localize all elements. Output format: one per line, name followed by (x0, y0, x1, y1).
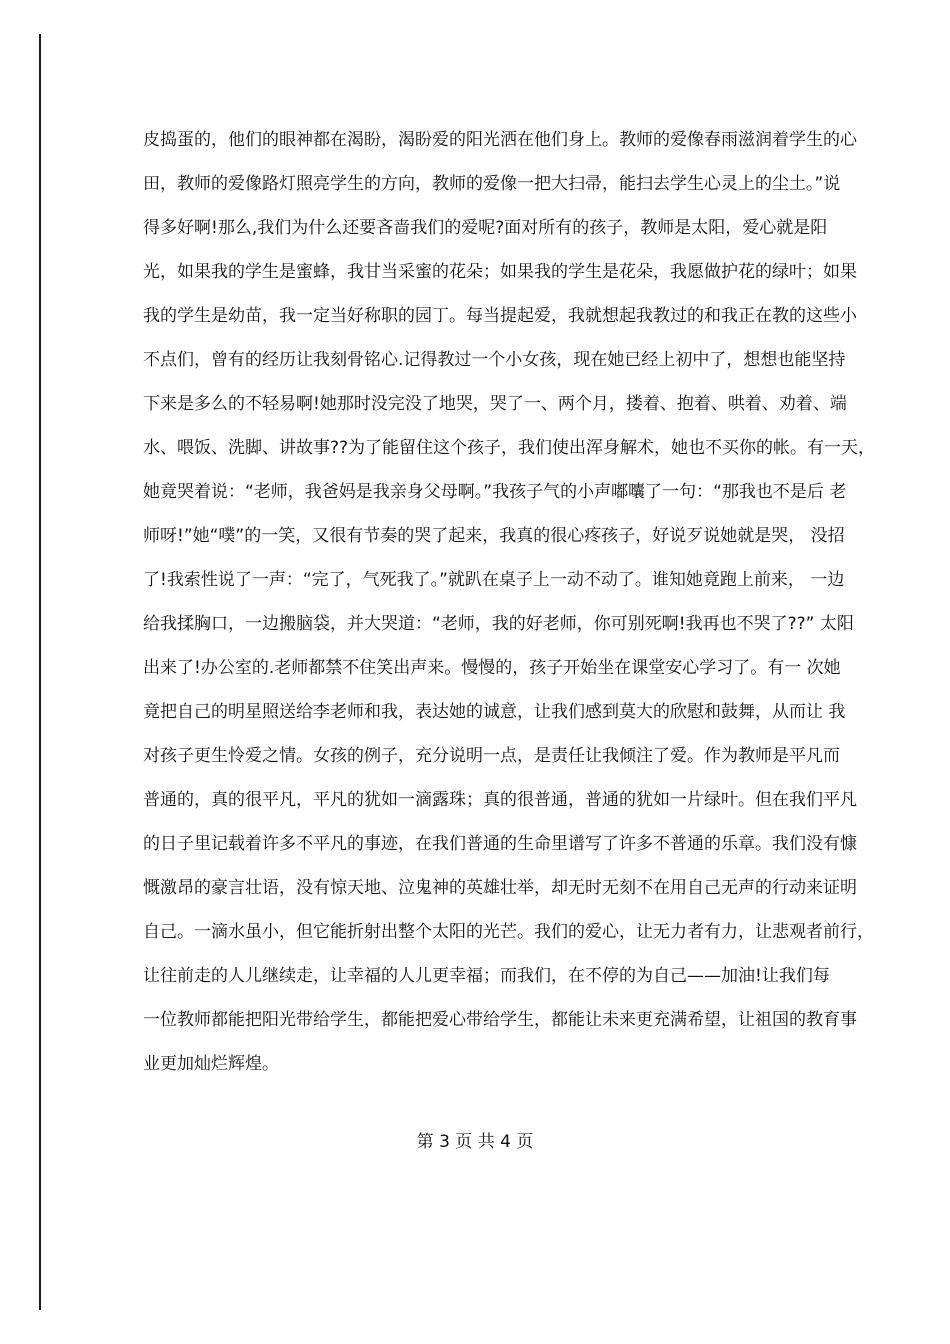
text-line: 对孩子更生怜爱之情。女孩的例子，充分说明一点，是责任让我倾注了爱。作为教师是平凡而 (143, 746, 840, 766)
text-line: 给我揉胸口，一边搬脑袋，并大哭道：“老师，我的好老师，你可别死啊!我再也不哭了??” 太阳 (143, 614, 854, 634)
text-line: 的日子里记载着许多不平凡的事迹，在我们普通的生命里谱写了许多不普通的乐章。我们没有慷 (143, 834, 857, 854)
text-line: 普通的，真的很平凡，平凡的犹如一滴露珠；真的很普通，普通的犹如一片绿叶。但在我们平凡 (143, 790, 857, 810)
text-line: 光，如果我的学生是蜜蜂，我甘当采蜜的花朵；如果我的学生是花朵，我愿做护花的绿叶；如果 (143, 262, 857, 282)
text-line: 水、喂饭、洗脚、讲故事??为了能留住这个孩子，我们使出浑身解术，她也不买你的帐。有一天， (143, 438, 876, 458)
text-line: 她竟哭着说：“老师，我爸妈是我亲身父母啊。”我孩子气的小声嘟囔了一句：“那我也不是后 老 (143, 482, 847, 502)
text-line: 业更加灿烂辉煌。 (143, 1054, 279, 1074)
text-line: 了!我索性说了一声：“完了，气死我了。”就趴在桌子上一动不动了。谁知她竟跑上前来， 一边 (143, 570, 845, 590)
left-margin-rule (39, 34, 41, 1310)
text-line: 不点们，曾有的经历让我刻骨铭心.记得教过一个小女孩，现在她已经上初中了，想想也能坚持 (143, 350, 846, 370)
text-line: 出来了!办公室的.老师都禁不住笑出声来。慢慢的，孩子开始坐在课堂安心学习了。有一 次她 (143, 658, 841, 678)
body-text (143, 118, 876, 1086)
text-line: 下来是多么的不轻易啊!她那时没完没了地哭，哭了一、两个月，搂着、抱着、哄着、劝着、端 (143, 394, 847, 414)
page-footer: 第 3 页 共 4 页 (416, 1132, 534, 1152)
text-line: 竟把自己的明星照送给李老师和我，表达她的诚意，让我们感到莫大的欣慰和鼓舞，从而让 我 (143, 702, 846, 722)
text-line: 一位教师都能把阳光带给学生，都能把爱心带给学生，都能让未来更充满希望，让祖国的教育事 (143, 1010, 857, 1030)
text-line: 得多好啊!那么,我们为什么还要吝啬我们的爱呢?面对所有的孩子，教师是太阳，爱心就是阳 (143, 218, 828, 238)
text-line: 皮捣蛋的，他们的眼神都在渴盼，渴盼爱的阳光洒在他们身上。教师的爱像春雨滋润着学生的心 (143, 130, 857, 150)
text-line: 田，教师的爱像路灯照亮学生的方向，教师的爱像一把大扫帚，能扫去学生心灵上的尘土。”说 (143, 174, 841, 194)
text-line: 慨激昂的豪言壮语，没有惊天地、泣鬼神的英雄壮举，却无时无刻不在用自己无声的行动来证明 (143, 878, 857, 898)
text-line: 让往前走的人儿继续走，让幸福的人儿更幸福；而我们，在不停的为自己——加油!让我们每 (143, 966, 830, 986)
text-line: 师呀!”她“噗”的一笑，又很有节奏的哭了起来，我真的很心疼孩子，好说歹说她就是哭， 没招 (143, 526, 845, 546)
text-line: 自己。一滴水虽小，但它能折射出整个太阳的光芒。我们的爱心，让无力者有力，让悲观者前行， (143, 922, 874, 942)
text-line: 我的学生是幼苗，我一定当好称职的园丁。每当提起爱，我就想起我教过的和我正在教的这些小 (143, 306, 857, 326)
